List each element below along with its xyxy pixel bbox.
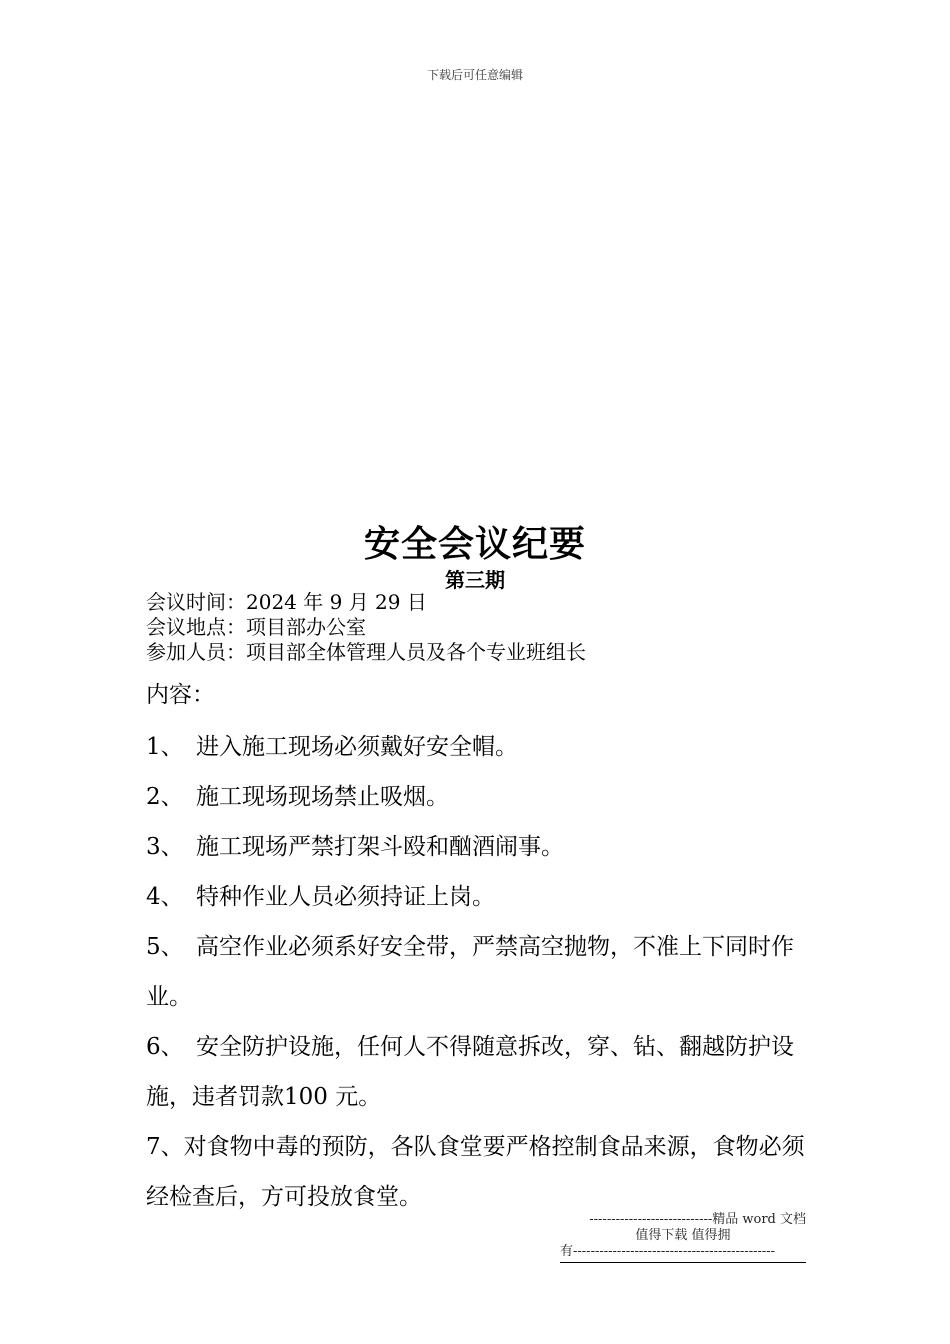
footer-line-2: 值得下载 值得拥 xyxy=(635,1228,731,1243)
item-number: 3、 xyxy=(146,834,184,860)
item-number: 1、 xyxy=(146,734,184,760)
item-text: 对食物中毒的预防，各队食堂要严格控制食品来源，食物必须经检查后，方可投放食堂。 xyxy=(146,1134,805,1210)
item-number: 4、 xyxy=(146,884,184,910)
list-item xyxy=(146,1122,806,1222)
document-subtitle: 第三期 xyxy=(445,568,505,592)
list-item xyxy=(146,1022,806,1122)
document-title: 安全会议纪要 xyxy=(363,523,586,565)
list-item xyxy=(146,872,806,922)
list-item xyxy=(146,822,806,872)
page-footer xyxy=(560,1212,806,1263)
item-text: 进入施工现场必须戴好安全帽。 xyxy=(196,734,518,760)
item-text: 高空作业必须系好安全带，严禁高空抛物，不准上下同时作业。 xyxy=(146,934,794,1010)
item-text: 施工现场严禁打架斗殴和酗酒闹事。 xyxy=(196,834,564,860)
meeting-attendees: 参加人员：项目部全体管理人员及各个专业班组长 xyxy=(146,640,586,664)
item-text: 施工现场现场禁止吸烟。 xyxy=(196,784,449,810)
list-item xyxy=(146,922,806,1022)
item-text: 特种作业人员必须持证上岗。 xyxy=(196,884,495,910)
list-item xyxy=(146,722,806,772)
item-list xyxy=(146,722,806,1222)
item-number: 2、 xyxy=(146,784,184,810)
item-number: 7、 xyxy=(146,1134,184,1160)
meeting-info xyxy=(146,590,586,665)
footer-line-3: 有---------------------------------------------- xyxy=(560,1244,806,1263)
item-number: 6、 xyxy=(146,1034,184,1060)
list-item xyxy=(146,772,806,822)
page-header: 下载后可任意编辑 xyxy=(426,68,523,82)
item-text: 安全防护设施，任何人不得随意拆改，穿、钻、翻越防护设施，违者罚款100 元。 xyxy=(146,1034,794,1110)
content-label: 内容： xyxy=(146,682,215,708)
item-number: 5、 xyxy=(146,934,184,960)
meeting-time: 会议时间：2024 年 9 月 29 日 xyxy=(146,590,427,614)
meeting-place: 会议地点：项目部办公室 xyxy=(146,615,366,639)
footer-line-1: ----------------------------精品 word 文档 xyxy=(589,1212,806,1227)
